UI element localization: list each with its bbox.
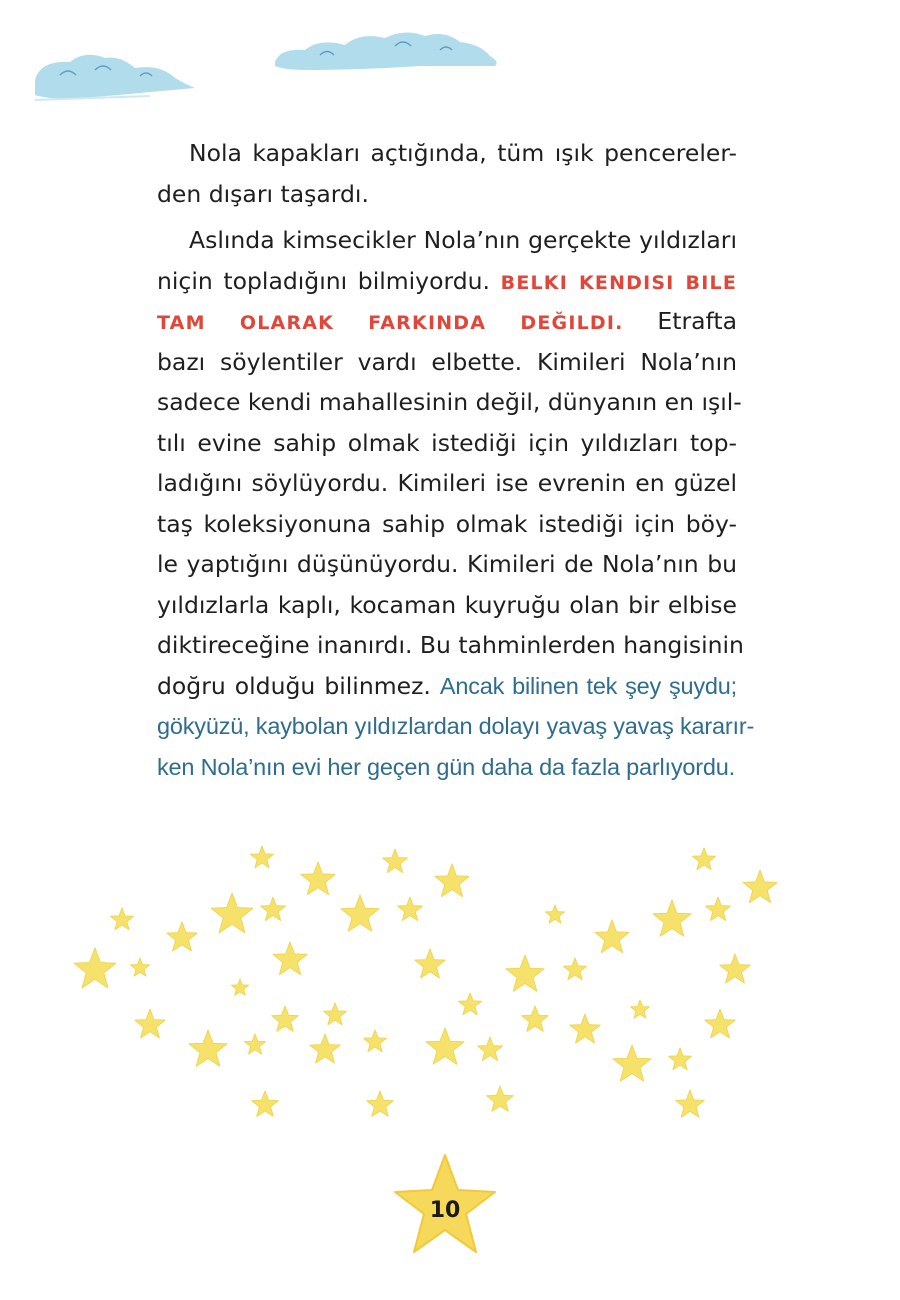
text-line bbox=[157, 706, 755, 747]
body-text: sadece kendi mahallesinin değil, dünyanın en ışıl- bbox=[157, 388, 742, 416]
star-icon bbox=[251, 846, 274, 868]
text-line bbox=[157, 174, 737, 215]
star-icon bbox=[522, 1006, 549, 1031]
star-icon bbox=[252, 1091, 279, 1116]
body-text: Etrafta bbox=[623, 307, 737, 335]
body-text: yıldızlarla kaplı, kocaman kuyruğu olan bir elbise bbox=[157, 590, 737, 619]
star-icon bbox=[478, 1037, 503, 1061]
star-icon bbox=[231, 979, 248, 995]
body-text: Nola kapakları açtığında, tüm ışık pencereler- bbox=[189, 139, 737, 167]
star-icon bbox=[261, 897, 286, 921]
body-text: den dışarı taşardı. bbox=[157, 179, 369, 208]
star-icon bbox=[653, 900, 691, 936]
star-icon bbox=[189, 1030, 227, 1066]
cloud-left bbox=[35, 55, 195, 100]
text-line bbox=[157, 585, 737, 626]
star-icon bbox=[167, 922, 197, 951]
highlight-red-text: TAM OLARAK FARKINDA DEĞILDI. bbox=[157, 312, 624, 334]
text-line bbox=[157, 261, 737, 302]
star-icon bbox=[415, 949, 445, 978]
text-line bbox=[157, 220, 737, 261]
body-text: doğru olduğu bilinmez. bbox=[157, 671, 440, 700]
highlight-red-text: BELKI KENDISI BILE bbox=[500, 271, 737, 294]
cloud-right bbox=[275, 32, 497, 70]
star-icon bbox=[310, 1034, 340, 1063]
body-text: le yaptığını düşünüyordu. Kimileri de Nola’nın bu bbox=[157, 550, 737, 578]
star-icon bbox=[245, 1034, 266, 1054]
star-icon bbox=[720, 954, 750, 983]
star-icon bbox=[706, 897, 731, 921]
text-line bbox=[157, 382, 742, 423]
body-text: taş koleksiyonuna sahip olmak istediği için böy- bbox=[157, 509, 737, 538]
star-icon bbox=[398, 897, 423, 921]
text-line bbox=[157, 463, 737, 504]
body-text: ladığını söylüyordu. Kimileri ise evrenin en güzel bbox=[157, 469, 737, 497]
star-icon bbox=[324, 1003, 347, 1025]
story-text bbox=[157, 133, 755, 787]
star-icon bbox=[211, 893, 253, 933]
star-icon bbox=[487, 1086, 514, 1111]
star-icon bbox=[426, 1028, 464, 1064]
body-text: Aslında kimsecikler Nola’nın gerçekte yıldızları bbox=[189, 226, 737, 254]
highlight-blue-text: Ancak bilinen tek şey şuydu; bbox=[439, 672, 737, 699]
star-icon bbox=[506, 955, 544, 991]
body-text: tılı evine sahip olmak istediği için yıldızları top- bbox=[157, 428, 737, 457]
highlight-blue-text: gökyüzü, kaybolan yıldızlardan dolayı yavaş yavaş kararır- bbox=[157, 713, 755, 739]
star-icon bbox=[367, 1091, 394, 1116]
text-line bbox=[157, 625, 744, 666]
star-icon bbox=[435, 864, 469, 897]
text-line bbox=[157, 301, 737, 342]
star-icon bbox=[135, 1009, 165, 1038]
text-line bbox=[157, 342, 737, 383]
star-icon bbox=[595, 920, 629, 953]
star-icon bbox=[272, 1006, 299, 1031]
star-icon bbox=[546, 905, 565, 923]
star-icon bbox=[273, 942, 307, 975]
star-icon bbox=[669, 1048, 692, 1070]
star-icon bbox=[383, 849, 408, 873]
body-text: bazı söylentiler vardı elbette. Kimileri Nola’nın bbox=[157, 347, 737, 376]
star-icon bbox=[705, 1009, 735, 1038]
cloud-illustration bbox=[0, 0, 900, 130]
body-text: niçin topladığını bilmiyordu. bbox=[157, 266, 501, 295]
text-line bbox=[157, 504, 737, 545]
text-line bbox=[157, 666, 737, 707]
star-icon bbox=[570, 1014, 600, 1043]
star-icon bbox=[459, 993, 482, 1015]
star-icon bbox=[301, 862, 335, 895]
body-text: diktireceğine inanırdı. Bu tahminlerden hangisinin bbox=[157, 631, 744, 659]
page-number: 10 bbox=[429, 1198, 461, 1223]
stars-illustration bbox=[0, 810, 900, 1170]
star-icon bbox=[131, 958, 150, 976]
star-icon bbox=[613, 1045, 651, 1081]
text-line bbox=[157, 133, 737, 174]
star-icon bbox=[631, 1000, 650, 1018]
star-icon bbox=[111, 908, 134, 930]
star-icon bbox=[74, 948, 116, 988]
text-line bbox=[157, 747, 737, 788]
star-icon bbox=[693, 848, 716, 870]
text-line bbox=[157, 544, 737, 585]
text-line bbox=[157, 423, 737, 464]
star-icon bbox=[364, 1030, 387, 1052]
star-icon bbox=[743, 870, 777, 903]
star-icon bbox=[676, 1090, 705, 1117]
highlight-blue-text: ken Nola’nın evi her geçen gün daha da fazla parlıyordu. bbox=[157, 753, 735, 780]
star-icon bbox=[564, 958, 587, 980]
star-icon bbox=[341, 895, 379, 931]
page-number-badge bbox=[390, 1150, 500, 1260]
